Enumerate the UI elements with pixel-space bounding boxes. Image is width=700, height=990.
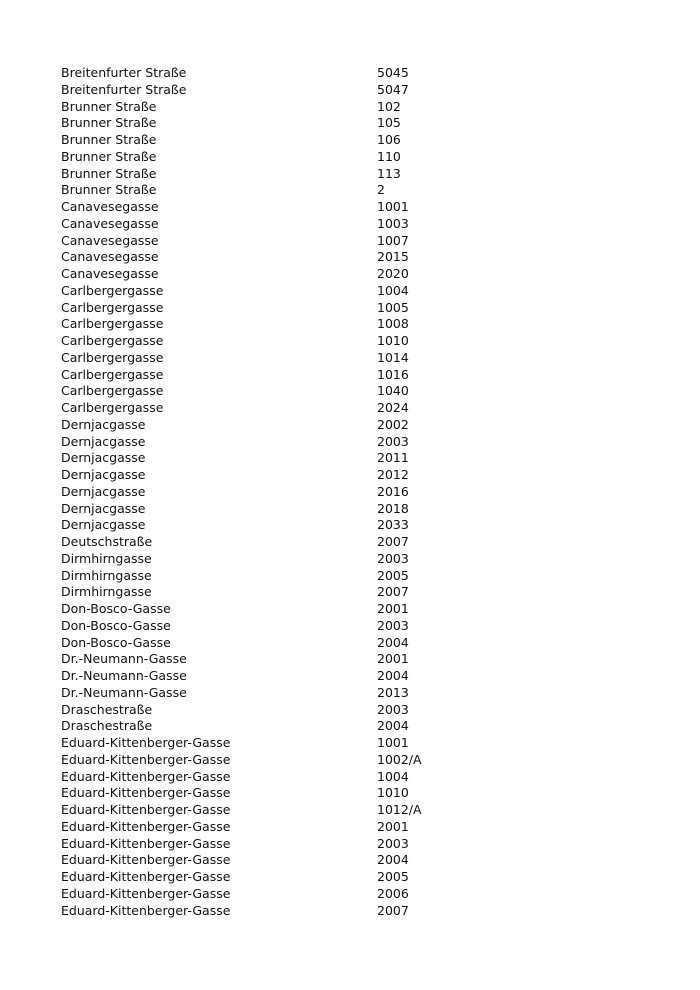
table-row: [61, 852, 481, 869]
table-row: [61, 568, 481, 585]
house-number-cell: 2004: [377, 852, 409, 868]
house-number-cell: 2011: [377, 450, 409, 466]
table-row: [61, 484, 481, 501]
street-name-cell: Eduard-Kittenberger-Gasse: [61, 835, 231, 851]
house-number-cell: 2005: [377, 567, 409, 583]
house-number-cell: 2004: [377, 668, 409, 683]
table-row: [61, 802, 481, 819]
table-row: [61, 467, 481, 484]
street-name-cell: Don-Bosco-Gasse: [61, 634, 171, 650]
street-name-cell: Carlbergergasse: [61, 349, 164, 365]
street-name-cell: Carlbergergasse: [61, 400, 164, 415]
house-number-cell: 2003: [377, 701, 409, 717]
street-name-cell: Brunner Straße: [61, 165, 157, 181]
house-number-cell: 1008: [377, 316, 409, 332]
street-name-cell: Dernjacgasse: [61, 500, 146, 516]
table-row: [61, 132, 481, 149]
street-name-cell: Canavesegasse: [61, 266, 159, 281]
table-row: [61, 869, 481, 886]
table-row: [61, 651, 481, 668]
street-name-cell: Draschestraße: [61, 701, 153, 717]
street-name-cell: Eduard-Kittenberger-Gasse: [61, 885, 231, 901]
street-name-cell: Eduard-Kittenberger-Gasse: [61, 735, 231, 750]
street-name-cell: Eduard-Kittenberger-Gasse: [61, 902, 231, 918]
street-name-cell: Dirmhirngasse: [61, 550, 152, 566]
street-name-cell: Dernjacgasse: [61, 450, 146, 466]
table-row: [61, 434, 481, 451]
table-row: [61, 635, 481, 652]
street-name-cell: Brunner Straße: [61, 148, 157, 164]
street-name-cell: Eduard-Kittenberger-Gasse: [61, 869, 231, 884]
house-number-cell: 2001: [377, 601, 409, 616]
street-name-cell: Carlbergergasse: [61, 282, 164, 298]
house-number-cell: 1010: [377, 785, 409, 801]
street-name-cell: Dernjacgasse: [61, 517, 146, 533]
table-row: [61, 819, 481, 836]
house-number-cell: 2002: [377, 416, 409, 432]
address-table: [61, 65, 481, 919]
street-name-cell: Don-Bosco-Gasse: [61, 601, 171, 616]
house-number-cell: 2012: [377, 467, 409, 482]
street-name-cell: Carlbergergasse: [61, 383, 164, 399]
table-row: [61, 601, 481, 618]
table-row: [61, 233, 481, 250]
house-number-cell: 102: [377, 98, 401, 114]
table-row: [61, 417, 481, 434]
table-row: [61, 199, 481, 216]
house-number-cell: 1014: [377, 349, 409, 365]
house-number-cell: 1003: [377, 215, 409, 231]
table-row: [61, 283, 481, 300]
table-row: [61, 534, 481, 551]
table-row: [61, 752, 481, 769]
table-row: [61, 400, 481, 417]
street-name-cell: Dernjacgasse: [61, 483, 146, 499]
house-number-cell: 1010: [377, 333, 409, 348]
table-row: [61, 836, 481, 853]
street-name-cell: Brunner Straße: [61, 98, 157, 114]
house-number-cell: 2007: [377, 534, 409, 549]
street-name-cell: Dr.-Neumann-Gasse: [61, 684, 187, 700]
street-name-cell: Dernjacgasse: [61, 433, 146, 449]
house-number-cell: 105: [377, 115, 401, 131]
street-name-cell: Eduard-Kittenberger-Gasse: [61, 818, 231, 834]
street-name-cell: Draschestraße: [61, 718, 153, 734]
street-name-cell: Canavesegasse: [61, 199, 159, 214]
house-number-cell: 2003: [377, 617, 409, 633]
street-name-cell: Carlbergergasse: [61, 316, 164, 332]
table-row: [61, 383, 481, 400]
table-row: [61, 182, 481, 199]
table-row: [61, 216, 481, 233]
house-number-cell: 2015: [377, 249, 409, 265]
table-row: [61, 785, 481, 802]
table-row: [61, 333, 481, 350]
street-name-cell: Eduard-Kittenberger-Gasse: [61, 852, 231, 868]
house-number-cell: 2016: [377, 483, 409, 499]
table-row: [61, 350, 481, 367]
table-row: [61, 149, 481, 166]
house-number-cell: 1002/A: [377, 751, 422, 767]
house-number-cell: 113: [377, 165, 401, 181]
house-number-cell: 1004: [377, 768, 409, 784]
table-row: [61, 685, 481, 702]
house-number-cell: 1016: [377, 366, 409, 382]
table-row: [61, 517, 481, 534]
table-row: [61, 702, 481, 719]
house-number-cell: 1001: [377, 735, 409, 750]
house-number-cell: 2005: [377, 869, 409, 884]
street-name-cell: Eduard-Kittenberger-Gasse: [61, 751, 231, 767]
table-row: [61, 903, 481, 920]
table-row: [61, 367, 481, 384]
street-name-cell: Eduard-Kittenberger-Gasse: [61, 768, 231, 784]
table-row: [61, 584, 481, 601]
table-row: [61, 501, 481, 518]
house-number-cell: 2007: [377, 584, 409, 600]
house-number-cell: 1004: [377, 282, 409, 298]
table-row: [61, 551, 481, 568]
table-row: [61, 769, 481, 786]
street-name-cell: Eduard-Kittenberger-Gasse: [61, 802, 231, 817]
street-name-cell: Brunner Straße: [61, 182, 157, 198]
house-number-cell: 2004: [377, 634, 409, 650]
street-name-cell: Canavesegasse: [61, 232, 159, 248]
table-row: [61, 886, 481, 903]
house-number-cell: 2001: [377, 818, 409, 834]
house-number-cell: 2007: [377, 902, 409, 918]
table-row: [61, 735, 481, 752]
table-row: [61, 166, 481, 183]
table-row: [61, 450, 481, 467]
house-number-cell: 2018: [377, 500, 409, 516]
house-number-cell: 2006: [377, 885, 409, 901]
street-name-cell: Dr.-Neumann-Gasse: [61, 668, 187, 683]
table-row: [61, 266, 481, 283]
table-row: [61, 82, 481, 99]
house-number-cell: 2003: [377, 550, 409, 566]
street-name-cell: Dirmhirngasse: [61, 584, 152, 600]
house-number-cell: 5045: [377, 65, 409, 80]
street-name-cell: Deutschstraße: [61, 534, 153, 549]
house-number-cell: 1040: [377, 383, 409, 399]
house-number-cell: 2004: [377, 718, 409, 734]
house-number-cell: 1007: [377, 232, 409, 248]
street-name-cell: Canavesegasse: [61, 249, 159, 265]
table-row: [61, 249, 481, 266]
street-name-cell: Brunner Straße: [61, 132, 157, 147]
house-number-cell: 2: [377, 182, 385, 198]
street-name-cell: Eduard-Kittenberger-Gasse: [61, 785, 231, 801]
house-number-cell: 2001: [377, 651, 409, 667]
street-name-cell: Don-Bosco-Gasse: [61, 617, 171, 633]
table-row: [61, 718, 481, 735]
street-name-cell: Canavesegasse: [61, 215, 159, 231]
table-row: [61, 99, 481, 116]
house-number-cell: 110: [377, 148, 401, 164]
house-number-cell: 1001: [377, 199, 409, 214]
house-number-cell: 2013: [377, 684, 409, 700]
street-name-cell: Carlbergergasse: [61, 299, 164, 315]
street-name-cell: Dr.-Neumann-Gasse: [61, 651, 187, 667]
house-number-cell: 1012/A: [377, 802, 422, 817]
street-name-cell: Carlbergergasse: [61, 366, 164, 382]
street-name-cell: Carlbergergasse: [61, 333, 164, 348]
house-number-cell: 106: [377, 132, 401, 147]
table-row: [61, 300, 481, 317]
house-number-cell: 2020: [377, 266, 409, 281]
street-name-cell: Brunner Straße: [61, 115, 157, 131]
house-number-cell: 2003: [377, 835, 409, 851]
table-row: [61, 316, 481, 333]
house-number-cell: 2003: [377, 433, 409, 449]
house-number-cell: 2033: [377, 517, 409, 533]
table-row: [61, 618, 481, 635]
house-number-cell: 5047: [377, 81, 409, 97]
street-name-cell: Dernjacgasse: [61, 416, 146, 432]
street-name-cell: Breitenfurter Straße: [61, 65, 187, 80]
table-row: [61, 115, 481, 132]
house-number-cell: 2024: [377, 400, 409, 415]
table-row: [61, 65, 481, 82]
street-name-cell: Dirmhirngasse: [61, 567, 152, 583]
street-name-cell: Dernjacgasse: [61, 467, 146, 482]
house-number-cell: 1005: [377, 299, 409, 315]
table-row: [61, 668, 481, 685]
street-name-cell: Breitenfurter Straße: [61, 81, 187, 97]
